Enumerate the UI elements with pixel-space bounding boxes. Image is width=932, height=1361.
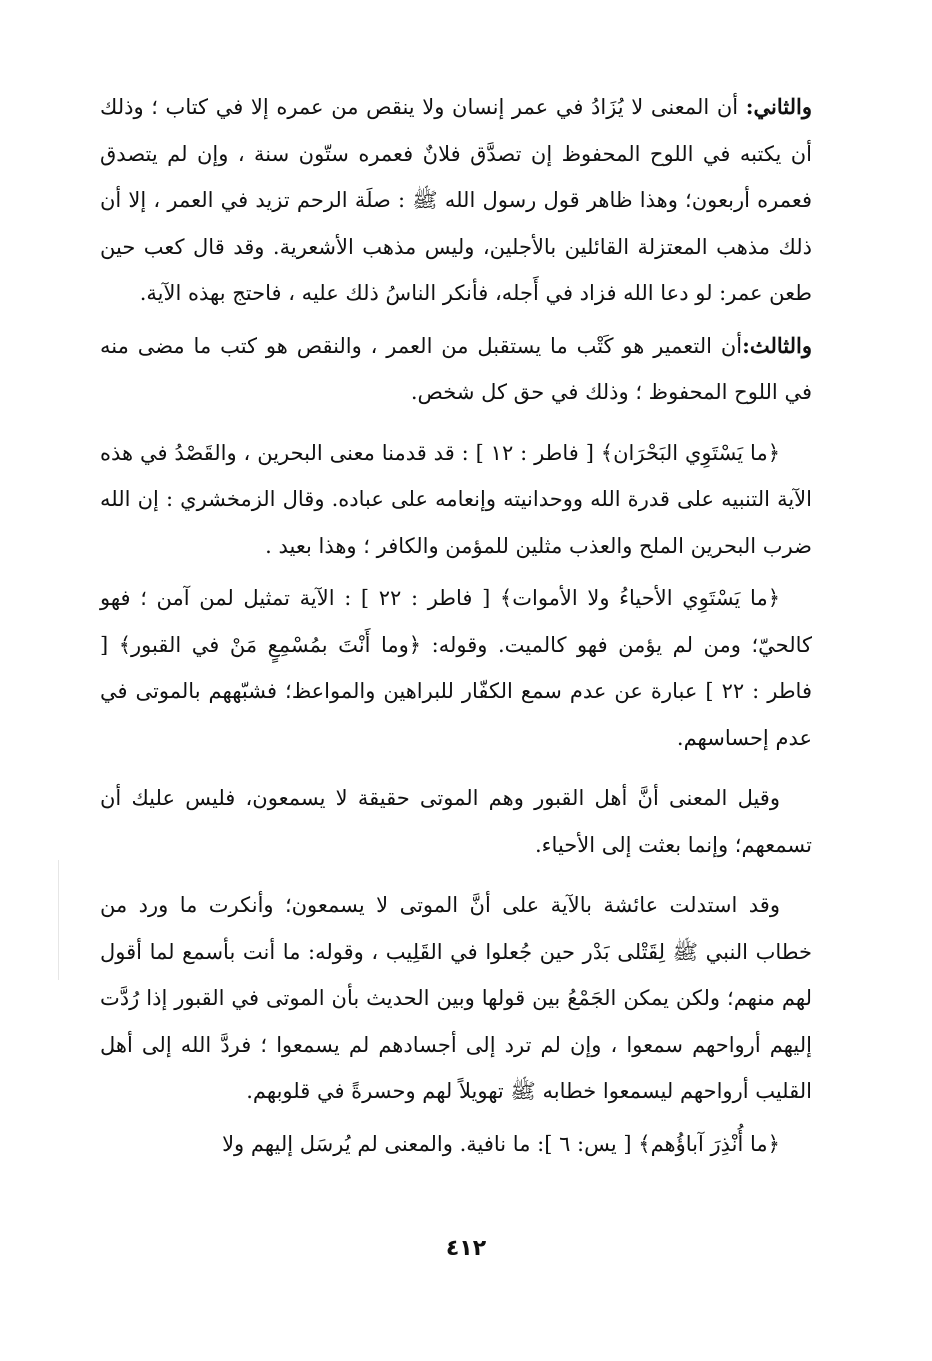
paragraph-lead: والثالث: bbox=[742, 332, 812, 358]
paragraph-text: ﴿ما يَسْتَوِي البَحْرَان﴾ [ فاطر : ١٢ ] : قد قدمنا معنى البحرين ، والقَصْدُ في هذه الآية التنبيه على قدرة الله ووحدانيته وإنعامه على عباده. وقال الزمخشري : إن الله ضرب البحرين الملح والعذب مثلين للمؤمن والكافر ؛ وهذا بعيد . bbox=[100, 440, 812, 558]
scan-margin-mark bbox=[58, 860, 59, 980]
paragraph-text: أن المعنى لا يُزَادُ في عمر إنسان ولا ينقص من عمره إلا في كتاب ؛ وذلك أن يكتبه في اللوح المحفوظ إن تصدَّق فلانٌ فعمره ستّون سنة ، وإن لم يتصدق فعمره أربعون؛ وهذا ظاهر قول رسول الله ﷺ : صلَة الرحم تزيد في العمر ، إلا أن ذلك مذهب المعتزلة القائلين بالأجلين، وليس مذهب الأشعرية. وقد قال كعب حين طعن عمر: لو دعا الله فزاد في أَجله، فأنكر الناسُ ذلك عليه ، فاحتج بهذه الآية. bbox=[100, 95, 812, 305]
paragraph-two-seas bbox=[100, 430, 812, 570]
page-number: ٤١٢ bbox=[445, 1236, 487, 1261]
paragraph-living-dead bbox=[100, 575, 812, 761]
paragraph-text: وقد استدلت عائشة بالآية على أنَّ الموتى لا يسمعون؛ وأنكرت ما ورد من خطاب النبي ﷺ لِقَتْلى بَدْر حين جُعلوا في القَلِيب ، وقوله: ما أنت بأسمع لما أقول لهم منهم؛ ولكن يمكن الجَمْعُ بين قولها وبين الحديث بأن الموتى في القبور إذا رُدَّت إليهم أرواحهم سمعوا ، وإن لم ترد إلى أجسادهم لم يسمعوا ؛ فردَّ الله إلى أهل القليب أرواحهم ليسمعوا خطابه ﷺ تهويلاً لهم وحسرةً في قلوبهم. bbox=[100, 893, 812, 1103]
paragraph-text: وقيل المعنى أنَّ أهل القبور وهم الموتى حقيقة لا يسمعون، فليس عليك أن تسمعهم؛ وإنما بعثت إلى الأحياء. bbox=[100, 786, 812, 857]
paragraph-aisha bbox=[100, 882, 812, 1115]
paragraph-second-opinion bbox=[100, 84, 812, 317]
paragraph-ya-sin bbox=[100, 1121, 812, 1168]
paragraph-lead: والثاني: bbox=[745, 94, 812, 119]
paragraph-text: أن التعمير هو كَتْب ما يستقبل من العمر ، والنقص هو كتب ما مضى منه في اللوح المحفوظ ؛ وذلك في حق كل شخص. bbox=[100, 333, 812, 404]
paragraph-text: ﴿ما يَسْتَوِي الأحياءُ ولا الأموات﴾ [ فاطر : ٢٢ ] : الآية تمثيل لمن آمن ؛ فهو كالحيّ؛ ومن لم يؤمن فهو كالميت. وقوله: ﴿وما أَنْتَ بمُسْمِعٍ مَنْ في القبور﴾ [ فاطر : ٢٢ ] عبارة عن عدم سمع الكفّار للبراهين والمواعظ؛ فشبّههم بالموتى في عدم إحساسهم. bbox=[100, 586, 812, 750]
paragraph-people-of-graves bbox=[100, 775, 812, 868]
paragraph-text: ﴿ما أُنْذِرَ آباؤُهم﴾ [ يس: ٦ ]: ما نافية. والمعنى لم يُرسَل إليهم ولا bbox=[222, 1131, 780, 1156]
paragraph-third-opinion bbox=[100, 323, 812, 416]
page-body bbox=[100, 84, 812, 1173]
